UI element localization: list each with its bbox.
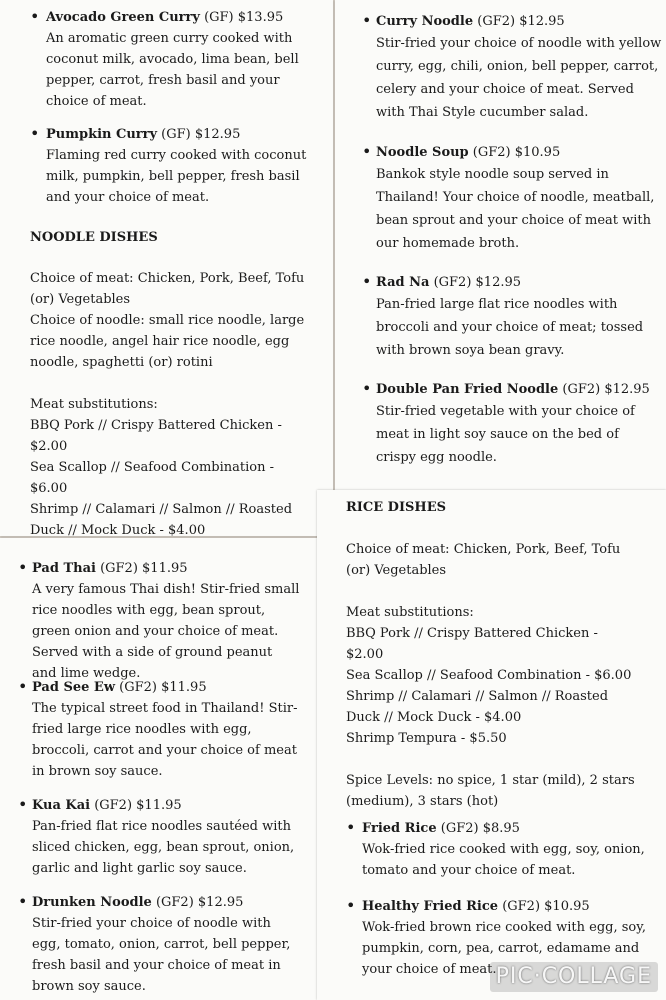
menu-item-curry-noodle xyxy=(362,11,662,124)
item-price: (GF2) $11.95 xyxy=(115,680,207,695)
bullet-icon: • xyxy=(30,124,40,143)
bullet-icon: • xyxy=(18,795,28,814)
item-price: (GF2) $10.95 xyxy=(468,145,561,160)
section-heading-rice-dishes: RICE DISHES xyxy=(346,500,446,515)
item-description: Stir-fried your choice of noodle with yellow curry, egg, chili, onion, bell pepper, carrot, celery and your choice of meat. Served with Thai Style cucumber salad. xyxy=(376,36,662,120)
spice-levels-text: Spice Levels: no spice, 1 star (mild), 2 stars (medium), 3 stars (hot) xyxy=(346,773,635,809)
section-heading-noodle-dishes: NOODLE DISHES xyxy=(30,230,158,245)
item-name: Avocado Green Curry xyxy=(46,10,200,25)
item-description: Stir-fried your choice of noodle with egg, tomato, onion, carrot, bell pepper, fresh basil and your choice of meat in brown soy sauce. xyxy=(32,916,291,994)
item-price: (GF2) $12.95 xyxy=(473,14,565,29)
bullet-icon: • xyxy=(362,379,372,398)
item-description: Wok-fried rice cooked with egg, soy, onion, tomato and your choice of meat. xyxy=(362,842,645,878)
item-price: (GF2) $8.95 xyxy=(436,821,520,836)
item-name: Fried Rice xyxy=(362,821,437,836)
bullet-icon: • xyxy=(362,11,372,30)
item-description: An aromatic green curry cooked with coconut milk, avocado, lima bean, bell pepper, carrot, fresh basil and your choice of meat. xyxy=(46,31,299,109)
substitution-line: Shrimp // Calamari // Salmon // Roasted Duck // Mock Duck - $4.00 xyxy=(346,689,609,725)
menu-item-pad-see-ew xyxy=(18,677,300,782)
item-name: Noodle Soup xyxy=(376,145,469,160)
noodle-options-block xyxy=(30,268,310,562)
menu-item-fried-rice xyxy=(346,818,646,881)
bullet-icon: • xyxy=(346,818,356,837)
bullet-icon: • xyxy=(18,677,28,696)
meat-choice-text: Choice of meat: Chicken, Pork, Beef, Tofu (or) Vegetables xyxy=(30,271,305,307)
item-description: A very famous Thai dish! Stir-fried small rice noodles with egg, bean sprout, green onion and your choice of meat. Served with a side of ground peanut and lime wedge. xyxy=(32,582,300,681)
meat-substitutions-title: Meat substitutions: xyxy=(346,605,474,620)
substitution-line: Shrimp // Calamari // Salmon // Roasted Duck // Mock Duck - $4.00 xyxy=(30,502,293,538)
pic-collage-watermark: PIC·COLLAGE xyxy=(490,962,658,992)
item-name: Kua Kai xyxy=(32,798,91,813)
item-price: (GF2) $12.95 xyxy=(558,382,650,397)
item-price: (GF) $13.95 xyxy=(199,10,284,25)
bullet-icon: • xyxy=(362,142,372,161)
item-price: (GF2) $12.95 xyxy=(151,895,244,910)
substitution-line: BBQ Pork // Crispy Battered Chicken - $2.00 xyxy=(30,418,282,454)
item-name: Pumpkin Curry xyxy=(46,127,158,142)
menu-item-pumpkin-curry xyxy=(30,124,310,208)
item-description: The typical street food in Thailand! Stir-fried large rice noodles with egg, broccoli, carrot and your choice of meat in brown soy sauce. xyxy=(32,701,298,779)
item-price: (GF) $12.95 xyxy=(157,127,241,142)
item-name: Healthy Fried Rice xyxy=(362,899,499,914)
bullet-icon: • xyxy=(18,892,28,911)
meat-choice-text: Choice of meat: Chicken, Pork, Beef, Tofu (or) Vegetables xyxy=(346,542,621,578)
menu-panel-bottom-left xyxy=(0,538,319,1000)
meat-substitutions-title: Meat substitutions: xyxy=(30,397,158,412)
item-price: (GF2) $12.95 xyxy=(429,275,522,290)
item-price: (GF2) $11.95 xyxy=(95,561,188,576)
item-price: (GF2) $11.95 xyxy=(90,798,182,813)
item-name: Pad Thai xyxy=(32,561,96,576)
item-description: Pan-fried flat rice noodles sautéed with sliced chicken, egg, bean sprout, onion, garlic and light garlic soy sauce. xyxy=(32,819,295,876)
bullet-icon: • xyxy=(346,896,356,915)
item-name: Double Pan Fried Noodle xyxy=(376,382,559,397)
menu-item-double-pan-fried-noodle xyxy=(362,379,662,469)
item-description: Stir-fried vegetable with your choice of meat in light soy sauce on the bed of crispy egg noodle. xyxy=(376,404,635,465)
menu-item-avocado-green-curry xyxy=(30,7,310,112)
menu-panel-bottom-right xyxy=(317,490,666,1000)
menu-item-rad-na xyxy=(362,272,662,362)
item-description: Flaming red curry cooked with coconut milk, pumpkin, bell pepper, fresh basil and your choice of meat. xyxy=(46,148,307,205)
bullet-icon: • xyxy=(18,558,28,577)
rice-options-block xyxy=(346,539,636,812)
menu-item-kua-kai xyxy=(18,795,300,879)
menu-item-noodle-soup xyxy=(362,142,662,255)
item-price: (GF2) $10.95 xyxy=(498,899,590,914)
item-name: Curry Noodle xyxy=(376,14,474,29)
substitution-line: BBQ Pork // Crispy Battered Chicken - $2.00 xyxy=(346,626,598,662)
item-name: Drunken Noodle xyxy=(32,895,152,910)
bullet-icon: • xyxy=(30,7,40,26)
bullet-icon: • xyxy=(362,272,372,291)
item-description: Wok-fried brown rice cooked with egg, soy, pumpkin, corn, pea, carrot, edamame and your choice of meat. xyxy=(362,920,646,977)
menu-panel-top-left xyxy=(0,0,333,536)
item-description: Pan-fried large flat rice noodles with broccoli and your choice of meat; tossed with brown soya bean gravy. xyxy=(376,297,644,358)
item-name: Pad See Ew xyxy=(32,680,116,695)
substitution-line: Sea Scallop // Seafood Combination - $6.00 xyxy=(30,460,274,496)
menu-panel-top-right xyxy=(335,0,666,490)
noodle-choice-text: Choice of noodle: small rice noodle, large rice noodle, angel hair rice noodle, egg noodle, spaghetti (or) rotini xyxy=(30,313,305,370)
substitution-line: Sea Scallop // Seafood Combination - $6.00 xyxy=(346,668,632,683)
menu-item-pad-thai xyxy=(18,558,300,684)
item-name: Rad Na xyxy=(376,275,430,290)
item-description: Bankok style noodle soup served in Thailand! Your choice of noodle, meatball, bean sprout and your choice of meat with our homemade broth. xyxy=(376,167,655,251)
substitution-line: Shrimp Tempura - $5.50 xyxy=(346,731,507,746)
menu-item-drunken-noodle xyxy=(18,892,300,997)
